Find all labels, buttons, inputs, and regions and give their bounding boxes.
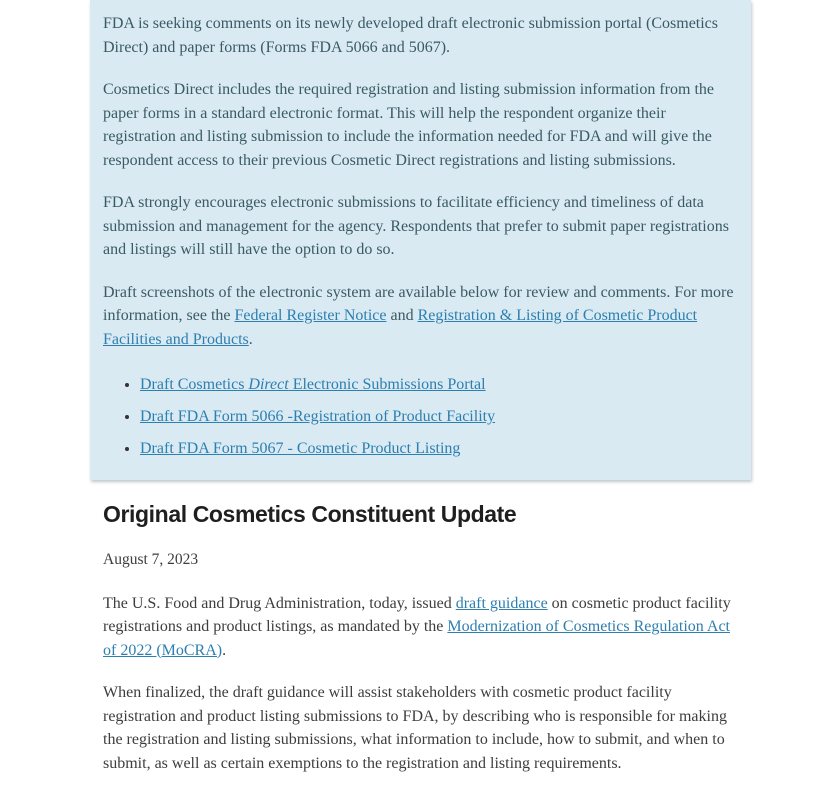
article: [103, 501, 739, 775]
draft-cosmetics-direct-portal-link[interactable]: Draft Cosmetics Direct Electronic Submissions Portal: [140, 376, 486, 393]
article-paragraph-2: When finalized, the draft guidance will assist stakeholders with cosmetic product facility registration and product listing submissions to FDA, by describing who is responsible for making the registration and listing submissions, what information to include, how to submit, and when to submit, as well as certain exemptions to the registration and listing requirements.: [103, 684, 727, 772]
draft-links-list: [103, 373, 737, 460]
list-item: [140, 405, 737, 428]
info-paragraph-2: Cosmetics Direct includes the required registration and listing submission information from the paper forms in a standard electronic format. This will help the respondent organize their registration and listing submission to include the information needed for FDA and will give the respondent access to their previous Cosmetic Direct registrations and listing submissions.: [103, 81, 714, 169]
info-paragraph-1: FDA is seeking comments on its newly developed draft electronic submission portal (Cosmetics Direct) and paper forms (Forms FDA 5066 and 5067).: [103, 15, 719, 56]
article-heading: Original Cosmetics Constituent Update: [103, 501, 517, 527]
draft-fda-form-5066-link[interactable]: Draft FDA Form 5066 -Registration of Product Facility: [140, 408, 496, 425]
info-box: [90, 0, 751, 480]
draft-fda-form-5067-link[interactable]: Draft FDA Form 5067 - Cosmetic Product Listing: [140, 440, 461, 457]
info-paragraph-3: FDA strongly encourages electronic submissions to facilitate efficiency and timeliness of data submission and management for the agency. Respondents that prefer to submit paper registrations and listings will still have the option to do so.: [103, 194, 729, 258]
article-date: August 7, 2023: [103, 551, 199, 568]
mocra-link[interactable]: Modernization of Cosmetics Regulation Act of 2022 (MoCRA): [103, 618, 730, 659]
federal-register-notice-link[interactable]: Federal Register Notice: [234, 307, 387, 324]
article-paragraph-1: The U.S. Food and Drug Administration, today, issued draft guidance on cosmetic product facility registrations and product listings, as mandated by the Modernization of Cosmetics Regulation Act of 2022 (MoCRA).: [103, 594, 731, 659]
draft-guidance-link[interactable]: draft guidance: [455, 594, 548, 612]
emphasized-text: Direct: [248, 376, 289, 393]
list-item: [140, 373, 737, 396]
info-paragraph-4: Draft screenshots of the electronic system are available below for review and comments. For more information, see the Federal Register Notice and Registration & Listing of Cosmetic Product Facilities and Products.: [103, 283, 734, 348]
registration-listing-link[interactable]: Registration & Listing of Cosmetic Product Facilities and Products: [103, 307, 698, 348]
list-item: [140, 437, 737, 460]
